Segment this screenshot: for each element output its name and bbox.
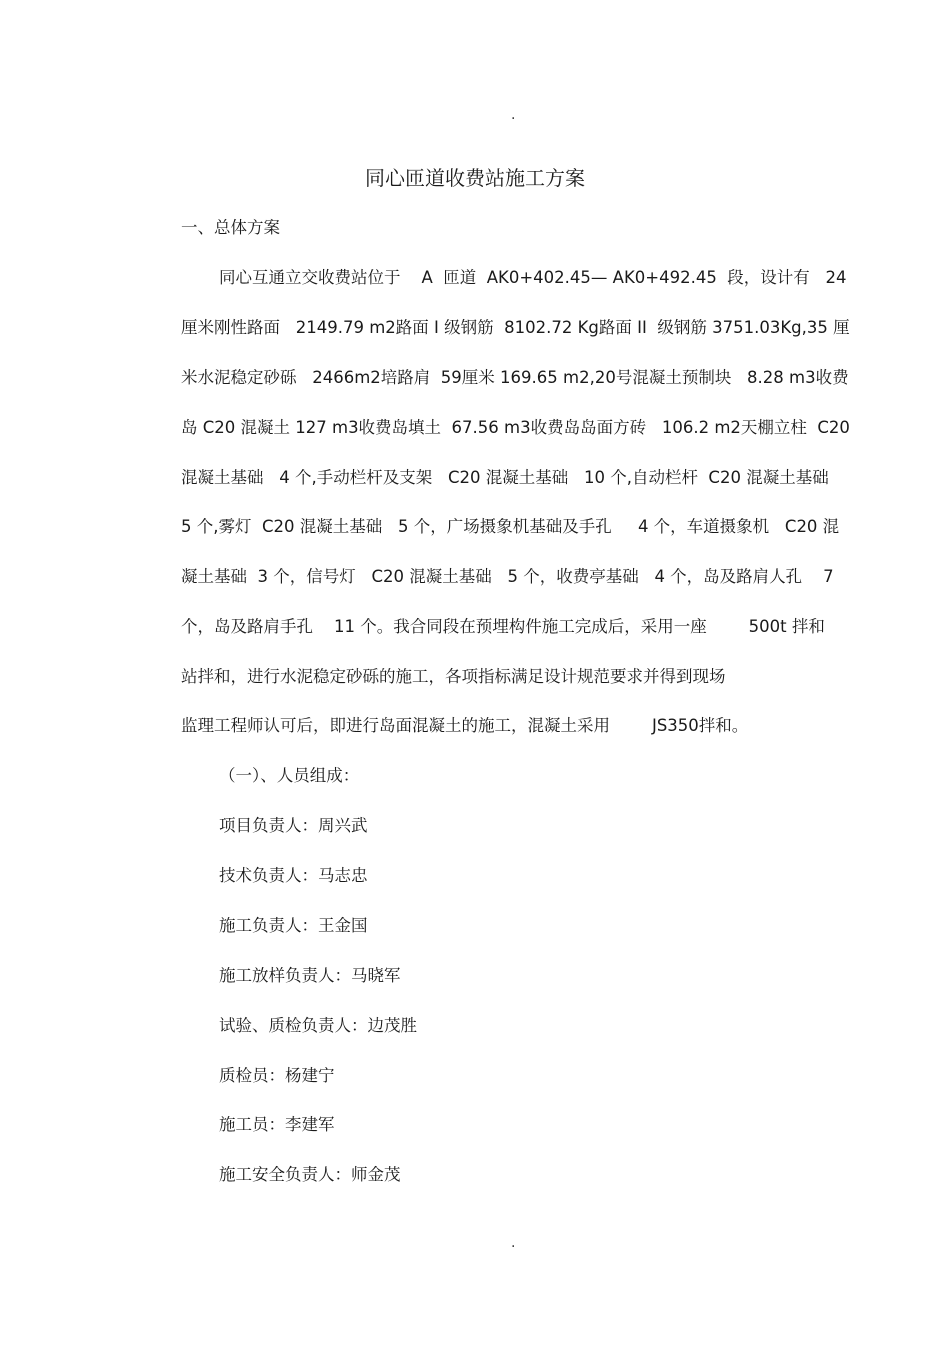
paragraph-line-10: 监理工程师认可后，即进行岛面混凝土的施工，混凝土采用 JS350拌和。 <box>181 716 749 735</box>
paragraph-line-7: 凝土基础 3 个，信号灯 C20 混凝土基础 5 个，收费亭基础 4 个，岛及路肩人孔 7 <box>181 567 834 586</box>
section-heading: 一、总体方案 <box>181 218 280 237</box>
personnel-item: 施工安全负责人：师金茂 <box>219 1165 401 1184</box>
personnel-item: 施工员：李建军 <box>219 1115 335 1134</box>
personnel-item: 项目负责人：周兴武 <box>219 816 368 835</box>
personnel-item: 技术负责人：马志忠 <box>219 866 368 885</box>
personnel-item: 质检员：杨建宁 <box>219 1066 335 1085</box>
paragraph-line-8: 个，岛及路肩手孔 11 个。我合同段在预埋构件施工完成后，采用一座 500t 拌和 <box>181 617 825 636</box>
top-page-mark: . <box>511 107 516 123</box>
paragraph-line-1: 同心互通立交收费站位于 A 匝道 AK0+402.45— AK0+492.45 段，设计有 24 <box>219 268 847 287</box>
personnel-item: 施工负责人：王金国 <box>219 916 368 935</box>
paragraph-line-6: 5 个,雾灯 C20 混凝土基础 5 个，广场摄象机基础及手孔 4 个，车道摄象机 C20 混 <box>181 517 840 536</box>
bottom-page-mark: . <box>511 1235 516 1251</box>
subsection-heading: （一）、人员组成： <box>219 766 360 785</box>
paragraph-line-3: 米水泥稳定砂砾 2466m2培路肩 59厘米 169.65 m2,20号混凝土预制块 8.28 m3收费 <box>181 368 849 387</box>
paragraph-line-2: 厘米刚性路面 2149.79 m2路面 I 级钢筋 8102.72 Kg路面 II 级钢筋 3751.03Kg,35 厘 <box>181 318 850 337</box>
paragraph-line-4: 岛 C20 混凝土 127 m3收费岛填土 67.56 m3收费岛岛面方砖 106.2 m2天棚立柱 C20 <box>181 418 850 437</box>
document-title: 同心匝道收费站施工方案 <box>365 166 585 190</box>
paragraph-line-5: 混凝土基础 4 个,手动栏杆及支架 C20 混凝土基础 10 个,自动栏杆 C20 混凝土基础 <box>181 468 829 487</box>
paragraph-line-9: 站拌和，进行水泥稳定砂砾的施工，各项指标满足设计规范要求并得到现场 <box>181 667 726 686</box>
personnel-item: 试验、质检负责人：边茂胜 <box>219 1016 417 1035</box>
personnel-item: 施工放样负责人：马晓军 <box>219 966 401 985</box>
